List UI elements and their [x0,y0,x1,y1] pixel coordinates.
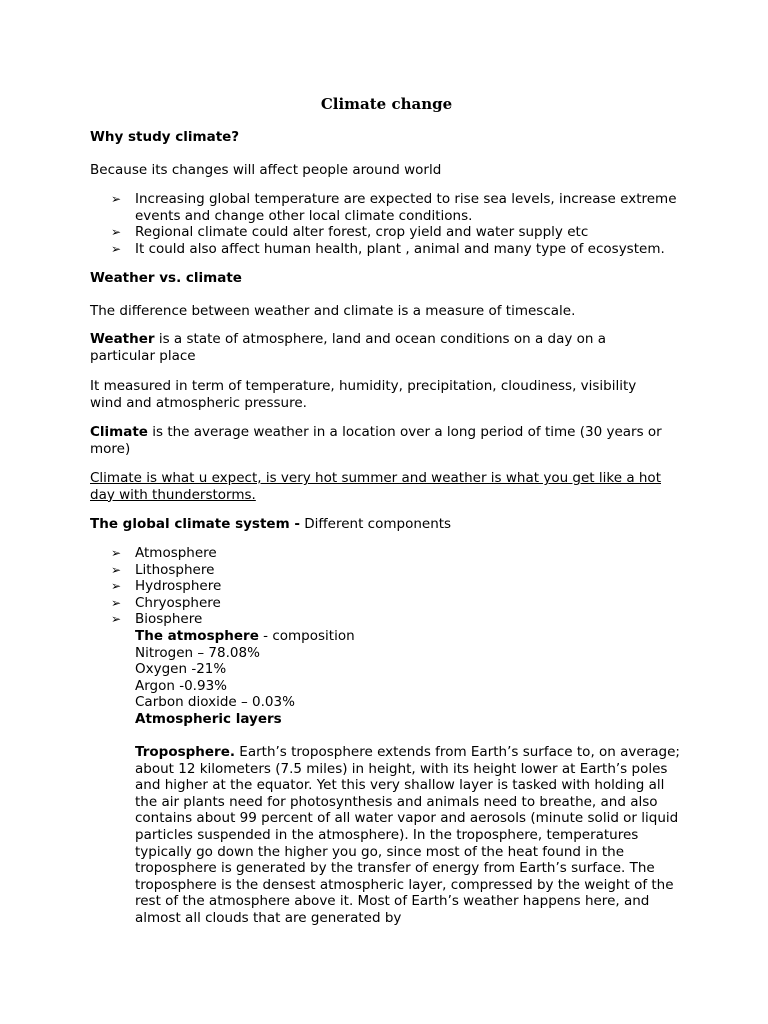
list-item-text: Chryosphere [135,594,221,611]
list-item [0,545,700,562]
list-item [0,578,700,595]
arrowhead-bullet-icon: ➢ [111,192,122,206]
term-weather: Weather [90,331,155,347]
section-heading-global-climate-system [90,516,690,533]
bullet-list-components [0,545,700,628]
heading-rest: Different components [299,516,452,532]
arrowhead-bullet-icon: ➢ [111,225,122,240]
term-climate: Climate [90,424,148,440]
composition-item: Carbon dioxide – 0.03% [135,694,295,711]
arrowhead-bullet-icon: ➢ [111,562,122,577]
weather-definition-text: is a state of atmosphere, land and ocean conditions on a day on a particular place [90,331,607,364]
term-troposphere: Troposphere. [135,744,236,760]
atmosphere-composition-block [135,628,680,728]
arrowhead-bullet-icon: ➢ [111,612,122,627]
list-item-text: Atmosphere [135,545,217,561]
document-title: Climate change [320,95,453,113]
list-item [0,241,700,258]
composition-item: Oxygen -21% [135,661,227,678]
atmosphere-heading-bold: The atmosphere [135,628,259,644]
paragraph-climate-definition [90,424,690,457]
atmospheric-layers-heading: Atmospheric layers [135,710,282,727]
heading-bold-part: The global climate system - [90,516,300,532]
troposphere-text: Earth’s troposphere extends from Earth’s surface to, on average; about 12 kilometers (7.5 miles) in height, with its height lower at Earth’s poles and higher at the equator. Yet this very shallow layer is tasked with holding all the air plants need for photosynthesis and animals need to breathe, and also contains about 99 percent of all water vapor and aerosols (minute solid or liquid particles suspended in the atmosphere). In the troposphere, temperatures typically go down the higher you go, since most of the heat found in the troposphere is generated by the transfer of energy from Earth’s surface. The troposphere is the densest atmospheric layer, compressed by the weight of the rest of the atmosphere above it. Most of Earth’s weather happens here, and almost all clouds that are generated by [135,744,680,926]
section-heading-why-study: Why study climate? [90,129,240,145]
atmosphere-heading-rest: - composition [258,628,355,644]
bullet-list-reasons [0,191,700,257]
paragraph-measured: It measured in term of temperature, humidity, precipitation, cloudiness, visibility wind and atmospheric pressure. [90,378,637,411]
list-item [0,224,700,241]
list-item-text: Hydrosphere [135,578,222,595]
list-item [0,611,700,628]
list-item [0,562,700,579]
list-item-text: Lithosphere [135,561,215,578]
list-item-text: Biosphere [135,611,203,628]
arrowhead-bullet-icon: ➢ [111,595,122,610]
atmosphere-heading [135,628,680,645]
arrowhead-bullet-icon: ➢ [111,546,122,560]
paragraph-climate-vs-weather-quote: Climate is what u expect, is very hot summer and weather is what you get like a hot day with thunderstorms. [90,470,661,503]
list-item-text: Increasing global temperature are expected to rise sea levels, increase extreme events and change other local climate conditions. [135,191,677,224]
paragraph-timescale: The difference between weather and climate is a measure of timescale. [90,303,576,319]
paragraph-troposphere [135,744,680,927]
paragraph-intro: Because its changes will affect people around world [90,162,442,178]
list-item-text: Regional climate could alter forest, crop yield and water supply etc [135,224,589,241]
composition-item: Nitrogen – 78.08% [135,644,260,661]
arrowhead-bullet-icon: ➢ [111,579,122,594]
composition-item: Argon -0.93% [135,677,227,694]
climate-definition-text: is the average weather in a location over a long period of time (30 years or more) [90,424,662,457]
section-heading-weather-vs-climate: Weather vs. climate [90,270,242,286]
arrowhead-bullet-icon: ➢ [111,241,122,256]
list-item-text: It could also affect human health, plant , animal and many type of ecosystem. [135,240,665,257]
paragraph-weather-definition [90,331,650,364]
list-item [0,595,700,612]
list-item [0,191,700,224]
